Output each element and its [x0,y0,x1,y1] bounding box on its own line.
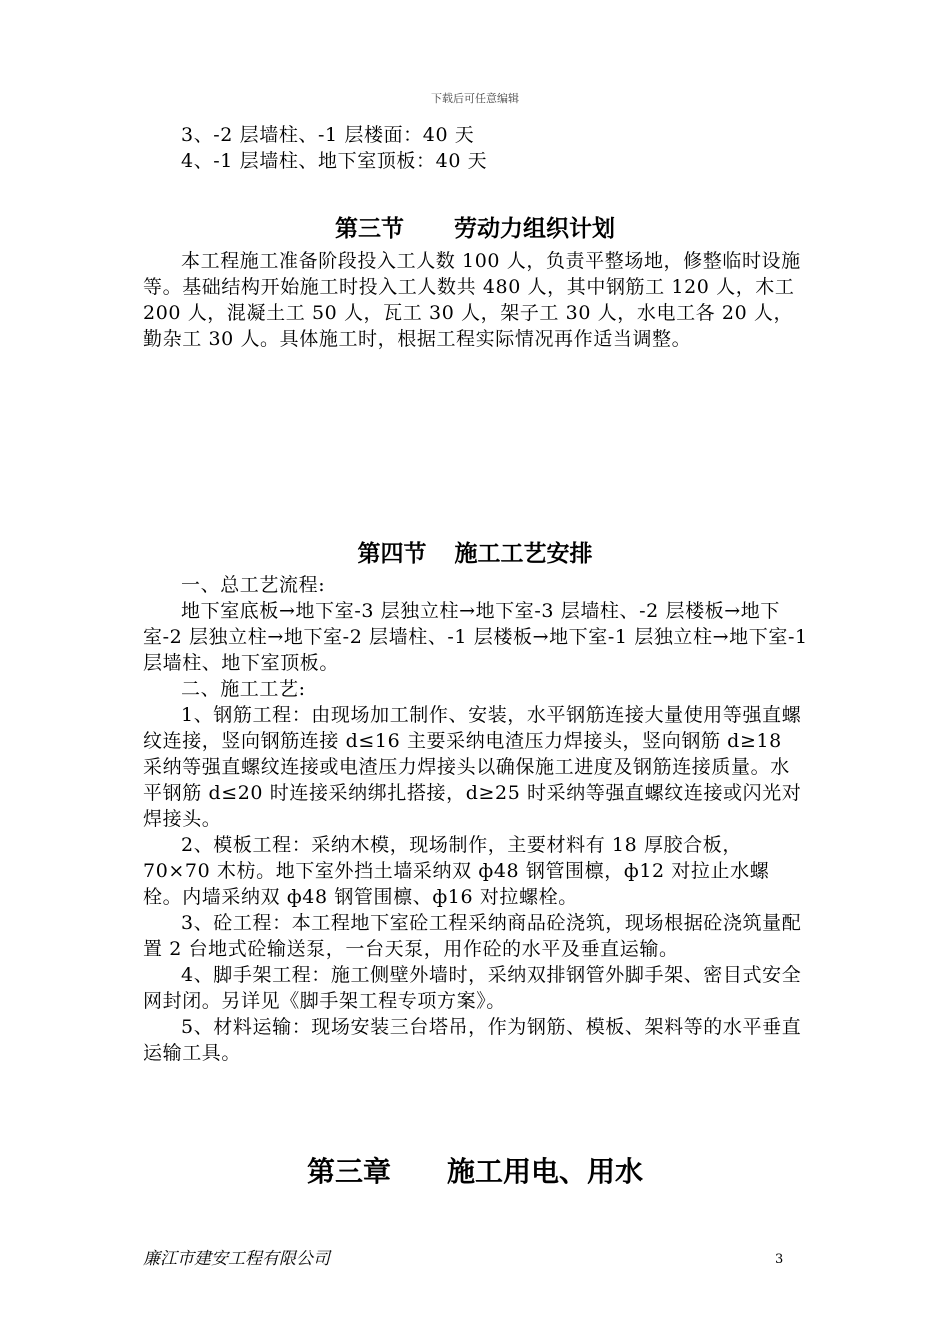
scaffold-paragraph: 4、脚手架工程：施工侧壁外墙时，采纳双排钢管外脚手架、密目式安全网封闭。另详见《脚手架工程专项方案》。 [143,964,802,1012]
craft-heading: 二、施工工艺: [181,678,306,700]
section3-number: 第三节 [335,216,404,242]
chapter3-heading [0,1150,950,1190]
top-lines [143,122,808,174]
concrete-paragraph: 3、砼工程：本工程地下室砼工程采纳商品砼浇筑，现场根据砼浇筑量配置 2 台地式砼输送泵，一台天泵，用作砼的水平及垂直运输。 [143,912,802,960]
section4-body [143,572,808,1066]
formwork-paragraph: 2、模板工程：采纳木模，现场制作，主要材料有 18 厚胶合板，70×70 木枋。地下室外挡土墙采纳双 ф48 钢管围檩，ф12 对拉止水螺栓。内墙采纳双 ф48 钢管围檩、ф16 对拉螺栓。 [143,834,770,908]
transport-paragraph: 5、材料运输：现场安装三台塔吊，作为钢筋、模板、架料等的水平垂直运输工具。 [143,1016,802,1064]
header-note: 下载后可任意编辑 [431,92,519,105]
schedule-line-3: 3、-2 层墙柱、-1 层楼面：40 天 [181,124,475,146]
section3-title: 劳动力组织计划 [454,216,615,242]
chapter3-title: 施工用电、用水 [447,1155,644,1188]
section4-heading [0,535,950,568]
section3-paragraph: 本工程施工准备阶段投入工人数 100 人，负责平整场地，修整临时设施等。基础结构开始施工时投入工人数共 480 人，其中钢筋工 120 人，木工 200 人，混凝土工 50 人，瓦工 30 人，架子工 30 人，水电工各 20 人，勤杂工 30 人。具体施工时，根据工程实际情况再作适当调整。 [143,250,801,350]
process-heading: 一、总工艺流程: [181,574,326,596]
schedule-line-4: 4、-1 层墙柱、地下室顶板：40 天 [181,150,488,172]
section3-body [143,248,808,352]
section4-title: 施工工艺安排 [454,541,593,567]
chapter3-number: 第三章 [306,1155,391,1188]
section4-number: 第四节 [357,541,427,567]
rebar-paragraph: 1、钢筋工程：由现场加工制作、安装，水平钢筋连接大量使用等强直螺纹连接，竖向钢筋连接 d≤16 主要采纳电渣压力焊接头，竖向钢筋 d≥18 采纳等强直螺纹连接或电渣压力焊接头以确保施工进度及钢筋连接质量。水平钢筋 d≤20 时连接采纳绑扎搭接，d≥25 时采纳等强直螺纹连接或闪光对焊接头。 [143,704,802,830]
section3-heading [0,210,950,243]
page-number: 3 [775,1252,784,1267]
footer-company: 廉江市建安工程有限公司 [143,1249,330,1269]
process-flow: 地下室底板→地下室-3 层独立柱→地下室-3 层墙柱、-2 层楼板→地下室-2 层独立柱→地下室-2 层墙柱、-1 层楼板→地下室-1 层独立柱→地下室-1 层墙柱、地下室顶板。 [143,600,808,674]
